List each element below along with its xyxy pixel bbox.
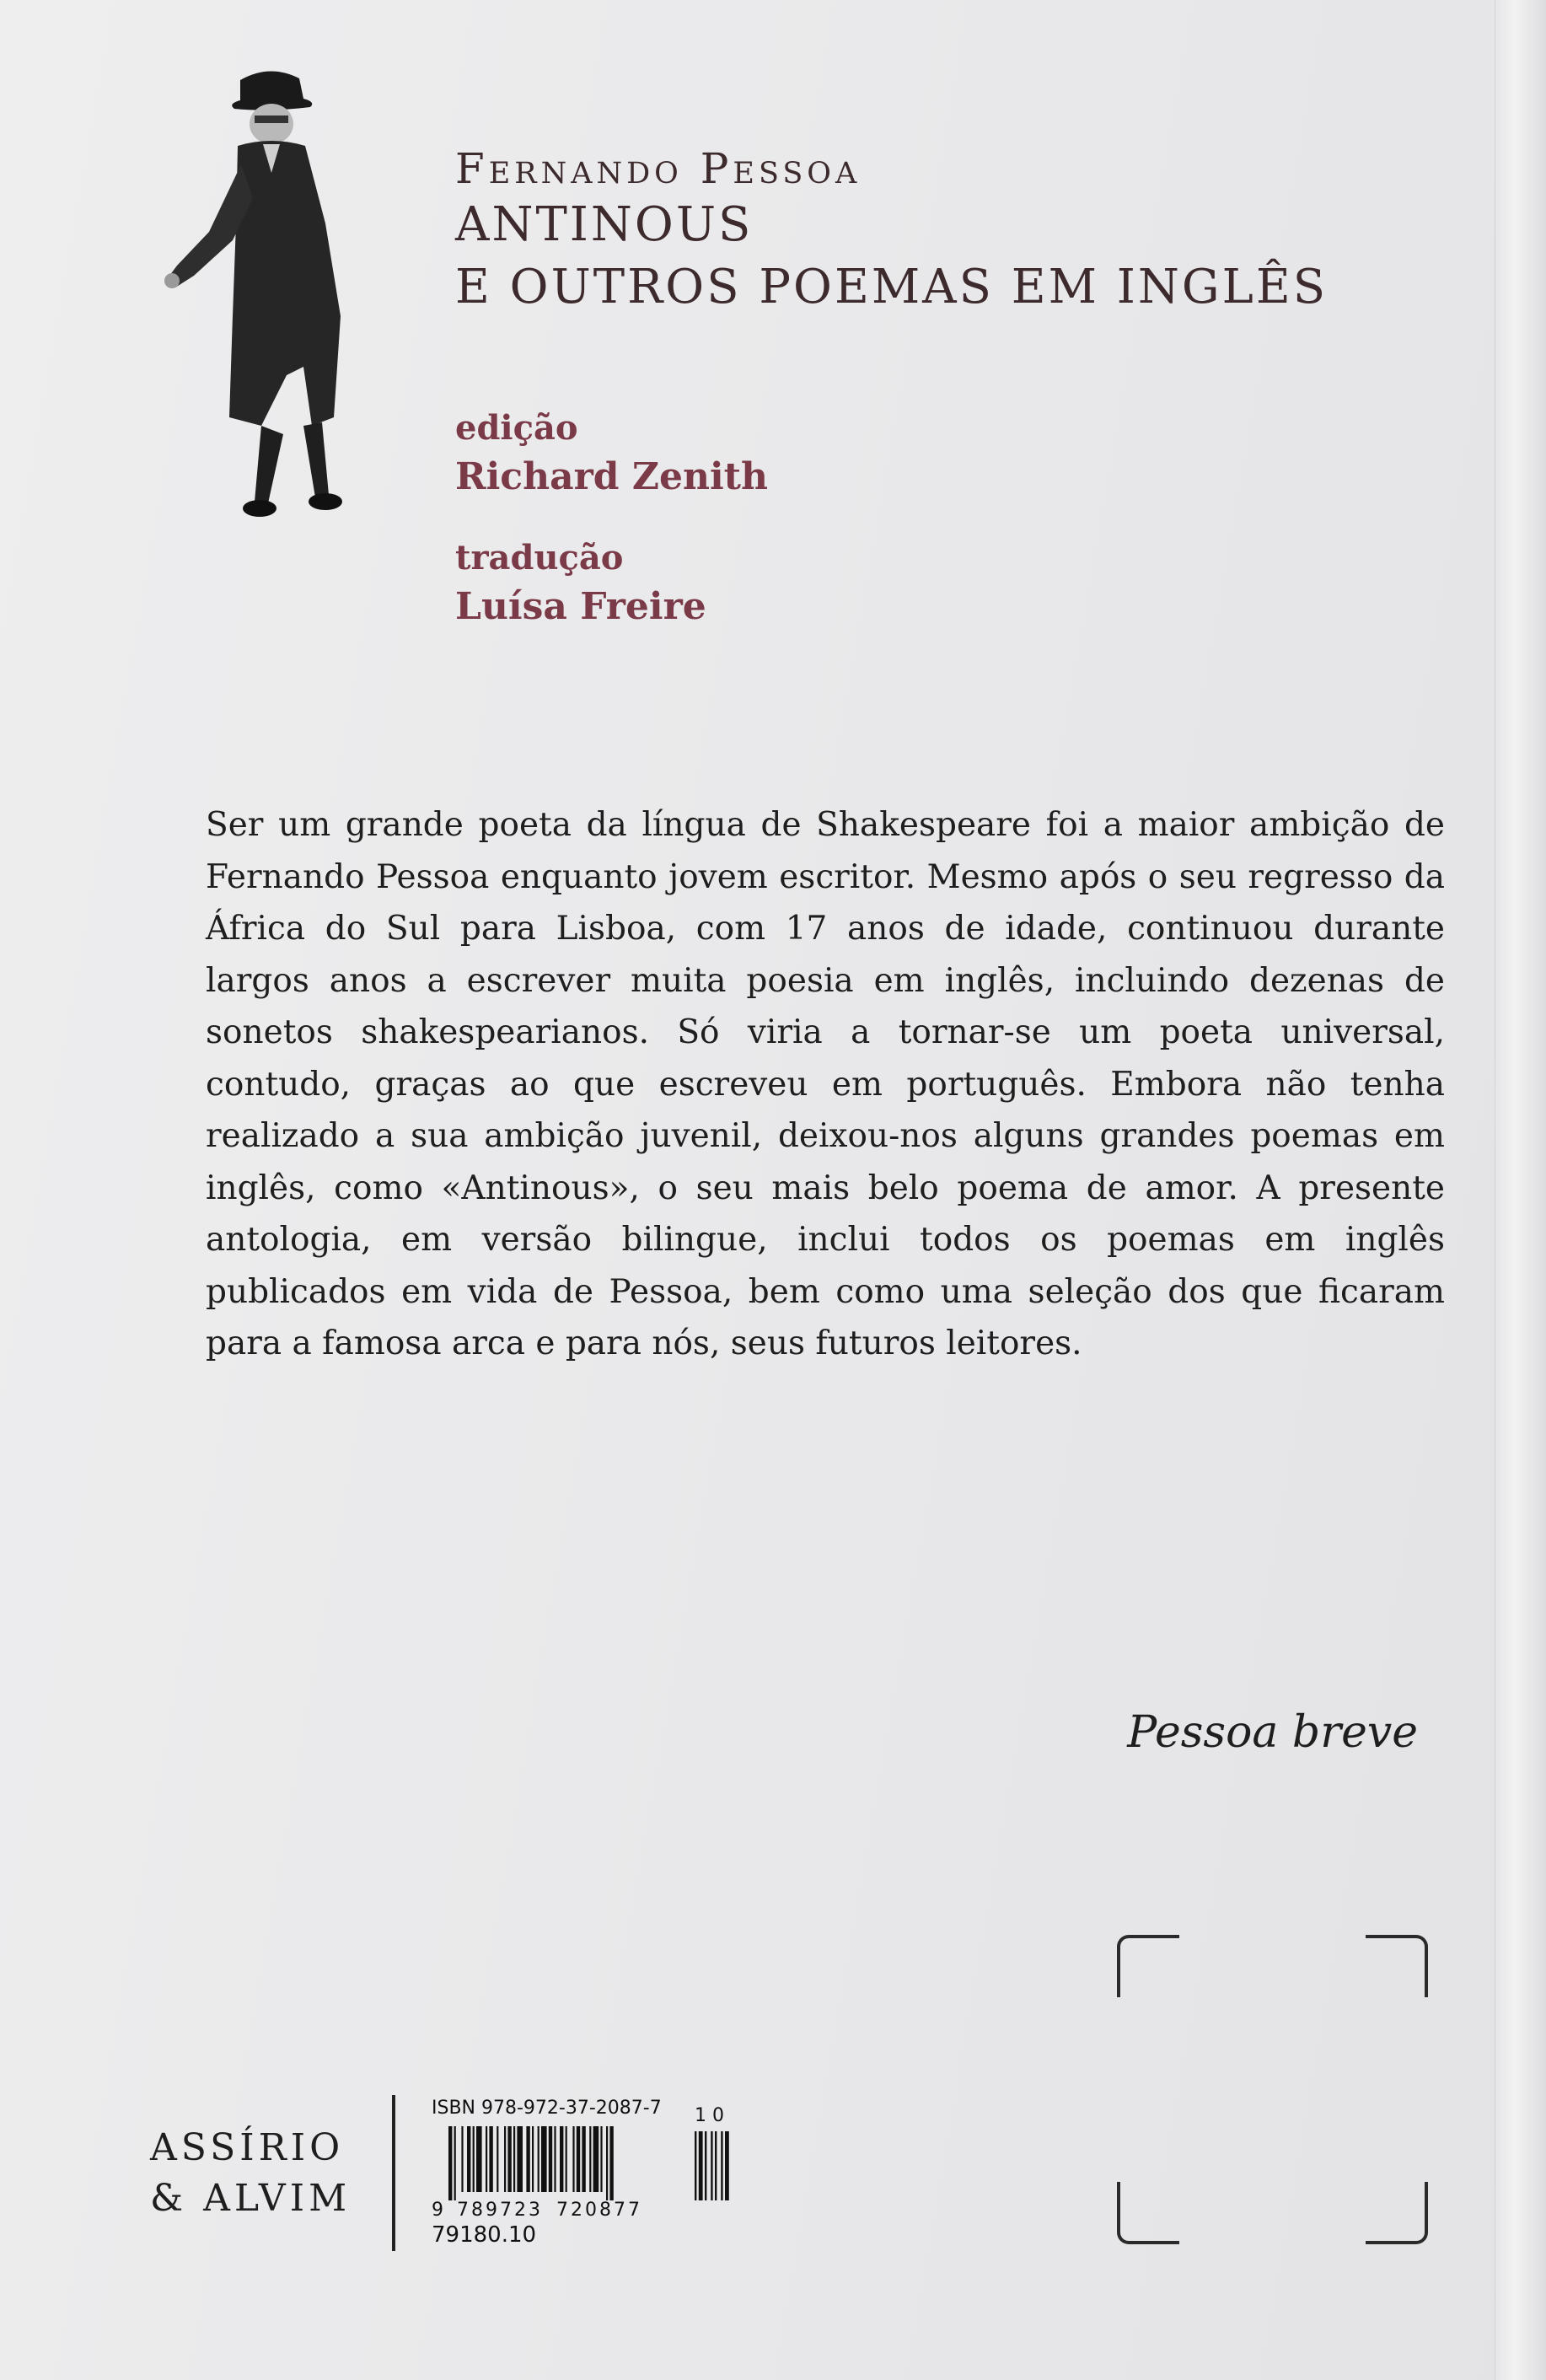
frame-corner-top-right — [1366, 1935, 1428, 1997]
barcode-bar — [606, 2126, 608, 2200]
author-portrait-illustration — [160, 63, 388, 569]
barcode-bar — [560, 2126, 563, 2192]
barcode-bar — [486, 2126, 487, 2192]
translation-name: Luísa Freire — [455, 585, 706, 628]
barcode-bar — [549, 2126, 552, 2192]
book-title-line-1: ANTINOUS — [455, 197, 754, 252]
translation-label: tradução — [455, 538, 624, 578]
credits — [455, 405, 768, 632]
publisher-line-1: ASSÍRIO — [150, 2126, 345, 2169]
barcode-bar — [589, 2126, 591, 2192]
barcode-bar — [538, 2126, 539, 2192]
edition-label: edição — [455, 408, 578, 448]
series-name: Pessoa breve — [1127, 1707, 1418, 1758]
frame-corner-bottom-right — [1366, 2182, 1428, 2244]
barcode-addon-bar — [695, 2131, 696, 2200]
barcode-bar — [448, 2126, 452, 2200]
barcode-bar — [582, 2126, 585, 2192]
cover-spine-edge — [1495, 0, 1546, 2380]
barcode-bar — [532, 2126, 534, 2192]
frame-corner-bottom-left — [1117, 2182, 1179, 2244]
barcode-bar — [600, 2126, 602, 2192]
barcode-bar — [461, 2126, 463, 2192]
publisher-logo — [150, 2123, 351, 2224]
barcode-bar — [473, 2126, 475, 2192]
barcode-bar — [566, 2126, 567, 2192]
barcode-bar — [554, 2126, 556, 2192]
barcode-bar — [507, 2126, 511, 2192]
barcode-digits-left: 789723 — [457, 2200, 543, 2221]
barcode-bar — [517, 2126, 523, 2192]
publisher-divider — [392, 2095, 395, 2251]
barcode-bar — [526, 2126, 529, 2192]
barcode-bar — [593, 2126, 599, 2192]
barcode-bar — [572, 2126, 574, 2192]
book-title-line-2: E OUTROS POEMAS EM INGLÊS — [455, 260, 1329, 314]
barcode-bar — [497, 2126, 498, 2192]
barcode-bar — [577, 2126, 580, 2192]
barcode-addon-digits: 1 0 — [695, 2105, 724, 2126]
publisher-line-2: & ALVIM — [150, 2177, 352, 2220]
barcode-addon-bar — [705, 2131, 706, 2200]
barcode-digit-lead: 9 — [432, 2200, 443, 2221]
price-code: 79180.10 — [432, 2222, 537, 2248]
barcode-digits-right: 720877 — [556, 2200, 642, 2221]
barcode-addon-bar — [725, 2131, 729, 2200]
frame-corner-top-left — [1117, 1935, 1179, 1997]
book-header — [455, 143, 1328, 319]
barcode-bar — [541, 2126, 547, 2192]
barcode-bar — [476, 2126, 482, 2192]
barcode-addon-bar — [711, 2131, 712, 2200]
barcode-bar — [504, 2126, 506, 2192]
barcode-bar — [513, 2126, 515, 2192]
barcode-addon-bar — [721, 2131, 722, 2200]
isbn-label: ISBN 978-972-37-2087-7 — [432, 2098, 662, 2119]
barcode-bar — [454, 2126, 456, 2200]
book-description: Ser um grande poeta da língua de Shakespeare foi a maior ambição de Fernando Pessoa enquanto jovem escritor. Mesmo após o seu regresso da África do Sul para Lisboa, com 17 anos de idade, continuou durante largos anos a escrever muita poesia em inglês, incluindo dezenas de sonetos shakespearianos. Só viria a tornar-se um poeta universal, contudo, graças ao que escreveu em português. Embora não tenha realizado a sua ambição juvenil, deixou-nos alguns grandes poemas em inglês, como «Antinous», o seu mais belo poema de amor. A presente antologia, em versão bilingue, inclui todos os poemas em inglês publicados em vida de Pessoa, bem como uma seleção dos que ficaram para a famosa arca e para nós, seus futuros leitores. — [206, 806, 1445, 1362]
edition-name: Richard Zenith — [455, 455, 768, 498]
barcode-addon-bar — [715, 2131, 717, 2200]
barcode-addon-bar — [699, 2131, 703, 2200]
author-name: Fernando Pessoa — [455, 144, 862, 193]
barcode-bar — [489, 2126, 492, 2192]
barcode-bar — [467, 2126, 470, 2192]
barcode-bar — [609, 2126, 613, 2200]
